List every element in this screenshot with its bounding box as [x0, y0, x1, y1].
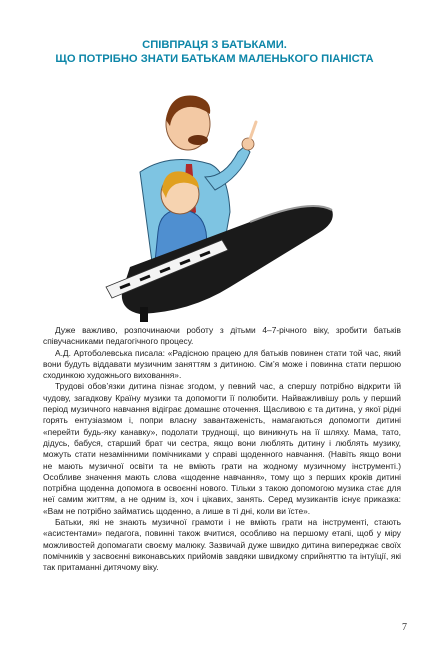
title-line-2: ЩО ПОТРІБНО ЗНАТИ БАТЬКАМ МАЛЕНЬКОГО ПІАНІСТА	[55, 53, 374, 65]
paragraph: А.Д. Артоболевська писала: «Радісною працею для батьків повинен стати той час, який вони будуть віддавати музичним заняттям з дитиною. Сім’я може і повинна стати першою сходинкою художнього виховання».	[43, 347, 401, 381]
paragraph: Трудові обов’язки дитина пізнає згодом, у певний час, а спершу потрібно відкрити їй чудову, загадкову Країну музики та допомогти її полюбити. Найважливішу роль у перший період музичного навчання відіграє домашнє оточення. Щасливою є та дитина, у якої рідні горять ентузіазмом і, попри власну завантаженість, намагаються допомогти дитині «перейти будь-яку канавку», подолати труднощі, що виникнуть на її шляху. Мама, тато, дідусь, бабуся, старший брат чи сестра, якщо вони люблять дитину і люблять музику, можуть стати незамінними помічниками у справі щоденного навчання. (Навіть якщо вони не мають музичної освіти та не вміють грати на жодному музичному інструменті.) Особливе значення мають слова «щоденне навчання», тому що з перших кроків дитині потрібна щоденна допомога в освоєнні нового. Тільки з такою допомогою музика стає для неї самим життям, а не одним із, хоч і цікавих, занять. Серед музикантів існує приказка: «Вам не потрібно займатись щоденно, а лише в ті дні, коли ви їсте».	[43, 381, 401, 516]
article-body	[43, 325, 401, 574]
page-number: 7	[402, 622, 407, 633]
paragraph: Дуже важливо, розпочинаючи роботу з дітьми 4–7-річного віку, зробити батьків співучасниками педагогічного процесу.	[43, 325, 401, 347]
page-title	[0, 38, 429, 66]
paragraph: Батьки, які не знають музичної грамоти і не вміють грати на інструменті, стають «асистентами» педагога, повинні також вчитися, особливо на першому етапі, щоб у міру можливостей допомагати своєму малюку. Зазвичай дуже швидко дитина випереджає своїх помічників у засвоєнні виконавських прийомів завдяки швидкому сприйняттю та інтуїції, які так притаманні дитячому віку.	[43, 517, 401, 573]
piano-lesson-illustration	[100, 82, 336, 322]
title-line-1: СПІВПРАЦЯ З БАТЬКАМИ.	[142, 39, 287, 51]
